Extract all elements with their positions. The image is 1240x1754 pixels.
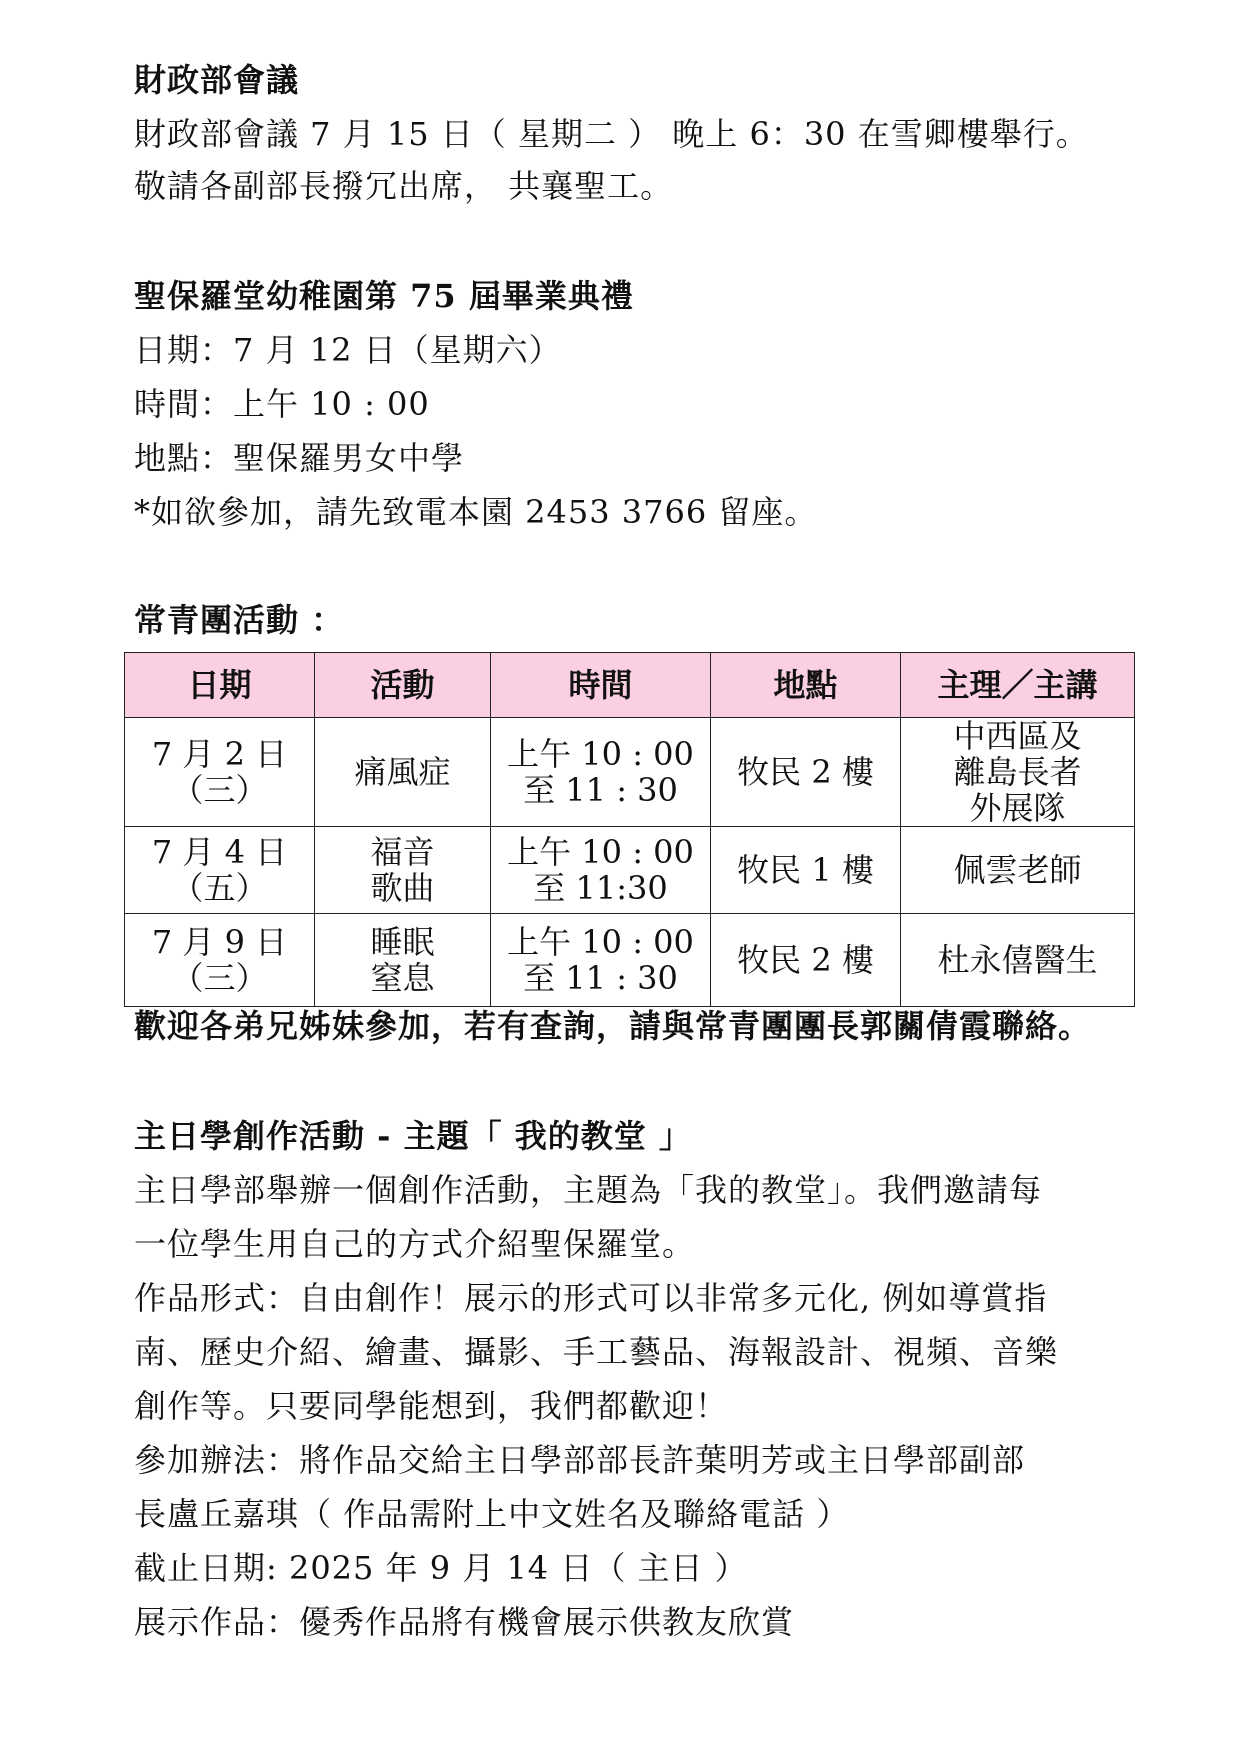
sunday-school-display: 展示作品：優秀作品將有機會展示供教友欣賞: [134, 1603, 795, 1641]
cell-date: [125, 827, 315, 914]
table-row: [125, 718, 1135, 827]
cell-place-text: 牧民 2 樓: [737, 941, 874, 979]
cell-time-text: 上午 10 : 00 至 11 : 30: [507, 923, 694, 997]
finance-meeting-line: 敬請各副部長撥冗出席， 共襄聖工。: [134, 167, 674, 205]
cell-activity: [315, 827, 491, 914]
finance-meeting-title: 財政部會議: [134, 61, 300, 99]
column-header-date: 日期: [125, 653, 315, 718]
cell-host-text: 杜永僖醫生: [937, 941, 1098, 979]
sunday-school-paragraph-line: 作品形式：自由創作！展示的形式可以非常多元化, 例如導賞指: [134, 1279, 1048, 1317]
graduation-venue: 地點：聖保羅男女中學: [134, 439, 465, 477]
sunday-school-paragraph-line: 南、歷史介紹、繪畫、攝影、手工藝品、海報設計、視頻、音樂: [134, 1333, 1059, 1371]
cell-activity-text: 痛風症: [354, 753, 451, 791]
cell-host: [901, 914, 1135, 1007]
cell-activity-text: 福音 歌曲: [370, 833, 435, 907]
cell-activity: [315, 914, 491, 1007]
sunday-school-paragraph-line: 一位學生用自己的方式介紹聖保羅堂。: [134, 1225, 696, 1263]
cell-host: [901, 827, 1135, 914]
graduation-title: 聖保羅堂幼稚園第 75 屆畢業典禮: [134, 277, 634, 315]
table-row: [125, 914, 1135, 1007]
table-header-row: [125, 653, 1135, 718]
cell-time-text: 上午 10 : 00 至 11 : 30: [507, 735, 694, 809]
sunday-school-paragraph-line: 參加辦法：將作品交給主日學部部長許葉明芳或主日學部副部: [134, 1441, 1026, 1479]
column-header-activity: 活動: [315, 653, 491, 718]
sunday-school-title: 主日學創作活動 - 主題「 我的教堂 」: [134, 1117, 692, 1155]
column-header-time: 時間: [491, 653, 711, 718]
cell-host: [901, 718, 1135, 827]
cell-activity-text: 睡眠 窒息: [370, 923, 435, 997]
cell-place: [711, 718, 901, 827]
table-row: [125, 827, 1135, 914]
sunday-school-deadline: 截止日期: 2025 年 9 月 14 日（ 主日 ）: [134, 1549, 748, 1587]
column-header-host: 主理／主講: [901, 653, 1135, 718]
cell-date: [125, 914, 315, 1007]
cell-date: [125, 718, 315, 827]
cell-place-text: 牧民 1 樓: [737, 851, 874, 889]
sunday-school-paragraph-line: 創作等。只要同學能想到，我們都歡迎！: [134, 1387, 729, 1425]
evergreen-footer-note: 歡迎各弟兄姊妹參加，若有查詢，請與常青團團長郭關倩霞聯絡。: [134, 1007, 1092, 1045]
cell-time: [491, 914, 711, 1007]
evergreen-schedule-table: [124, 652, 1135, 1007]
cell-place-text: 牧民 2 樓: [737, 753, 874, 791]
cell-host-text: 佩雲老師: [953, 851, 1082, 889]
graduation-note: *如欲參加，請先致電本園 2453 3766 留座。: [134, 493, 818, 531]
sunday-school-paragraph-line: 長盧丘嘉琪（ 作品需附上中文姓名及聯絡電話 ）: [134, 1495, 850, 1533]
cell-date-text: 7 月 9 日 （三）: [151, 923, 288, 997]
cell-time: [491, 827, 711, 914]
cell-place: [711, 827, 901, 914]
column-header-place: 地點: [711, 653, 901, 718]
cell-time-text: 上午 10 : 00 至 11:30: [507, 833, 694, 907]
sunday-school-paragraph-line: 主日學部舉辦一個創作活動，主題為「我的教堂」。我們邀請每: [134, 1171, 1043, 1209]
cell-place: [711, 914, 901, 1007]
graduation-time: 時間：上午 10 : 00: [134, 385, 430, 423]
cell-time: [491, 718, 711, 827]
cell-host-text: 中西區及 離島長者 外展隊: [953, 717, 1082, 827]
cell-activity: [315, 718, 491, 827]
finance-meeting-line: 財政部會議 7 月 15 日（ 星期二 ） 晚上 6：30 在雪卿樓舉行。: [134, 115, 1089, 153]
graduation-date: 日期：7 月 12 日（星期六）: [134, 331, 562, 369]
cell-date-text: 7 月 2 日 （三）: [151, 735, 288, 809]
cell-date-text: 7 月 4 日 （五）: [151, 833, 288, 907]
evergreen-title: 常青團活動 ：: [134, 601, 345, 639]
